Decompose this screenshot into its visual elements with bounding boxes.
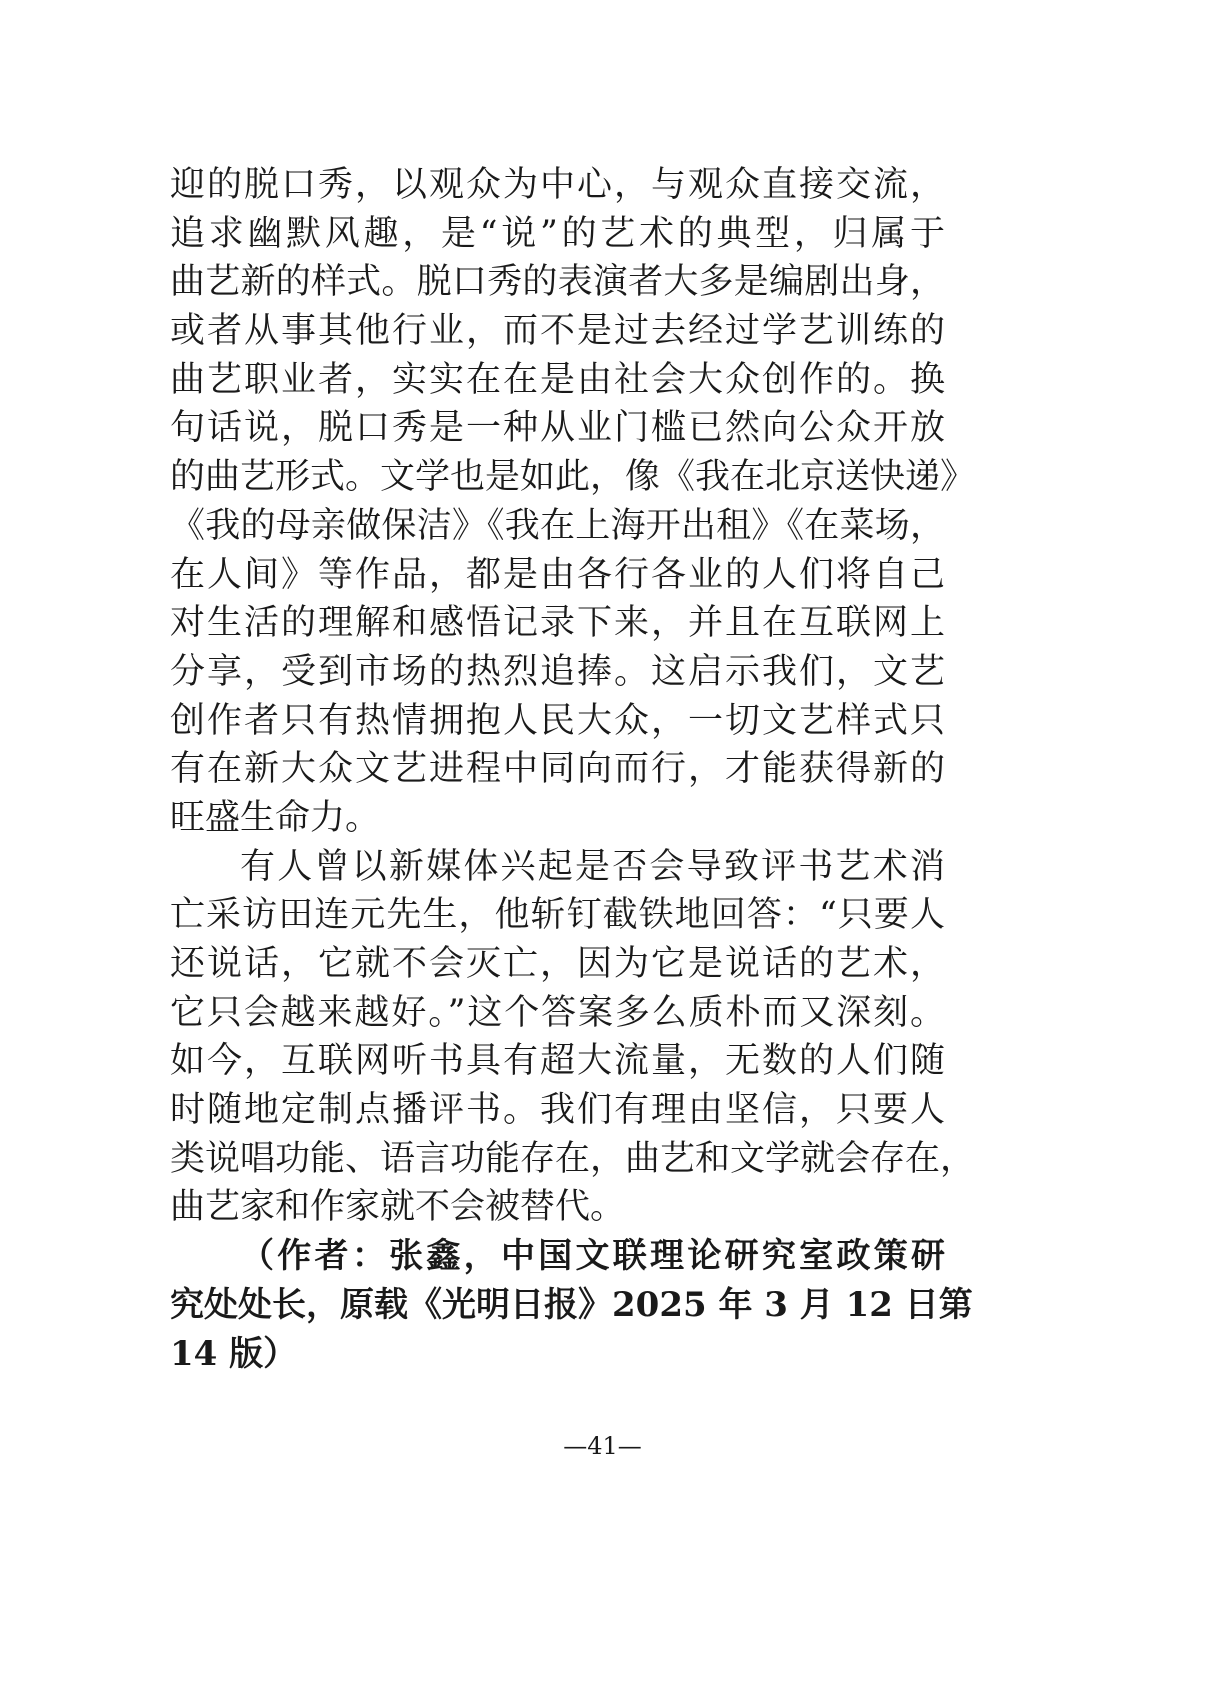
text-line: 分享，受到市场的热烈追捧。这启示我们，文艺	[170, 651, 945, 692]
paragraph-2	[170, 843, 976, 1233]
text-line: （作者：张鑫，中国文联理论研究室政策研	[240, 1236, 945, 1277]
text-line: 曲艺职业者，实实在在是由社会大众创作的。换	[170, 359, 945, 400]
text-line: 对生活的理解和感悟记录下来，并且在互联网上	[170, 603, 945, 644]
text-line: 曲艺家和作家就不会被替代。	[170, 1187, 626, 1228]
text-line: 句话说，脱口秀是一种从业门槛已然向公众开放	[170, 408, 945, 449]
text-line: 究处处长，原载《光明日报》2025 年 3 月 12 日第	[170, 1284, 973, 1325]
text-line: 的曲艺形式。文学也是如此，像《我在北京送快递》	[170, 457, 976, 498]
text-line: 还说话，它就不会灭亡，因为它是说话的艺术，	[170, 944, 945, 984]
text-line: 迎的脱口秀，以观众为中心，与观众直接交流，	[170, 165, 945, 205]
text-line: 有在新大众文艺进程中同向而行，才能获得新的	[170, 749, 945, 790]
paragraph-1	[170, 161, 976, 843]
page-number: —41—	[563, 1432, 642, 1460]
text-line: 旺盛生命力。	[170, 797, 381, 838]
text-line: 追求幽默风趣，是“说”的艺术的典型，归属于	[170, 213, 945, 254]
article-body	[170, 161, 976, 1378]
text-line: 或者从事其他行业，而不是过去经过学艺训练的	[170, 311, 945, 352]
author-byline	[170, 1232, 973, 1378]
text-line: 14 版）	[170, 1333, 298, 1374]
text-line: 类说唱功能、语言功能存在，曲艺和文学就会存在，	[170, 1138, 976, 1179]
text-line: 创作者只有热情拥抱人民大众，一切文艺样式只	[170, 700, 945, 741]
text-line: 有人曾以新媒体兴起是否会导致评书艺术消	[240, 846, 945, 887]
text-line: 它只会越来越好。”这个答案多么质朴而又深刻。	[170, 992, 945, 1033]
text-line: 在人间》等作品，都是由各行各业的人们将自己	[170, 554, 945, 595]
text-line: 曲艺新的样式。脱口秀的表演者大多是编剧出身，	[170, 262, 945, 303]
text-line: 亡采访田连元先生，他斩钉截铁地回答：“只要人	[170, 895, 945, 936]
text-line: 《我的母亲做保洁》《我在上海开出租》《在菜场，	[170, 505, 945, 546]
text-line: 时随地定制点播评书。我们有理由坚信，只要人	[170, 1090, 945, 1131]
text-line: 如今，互联网听书具有超大流量，无数的人们随	[170, 1041, 945, 1082]
